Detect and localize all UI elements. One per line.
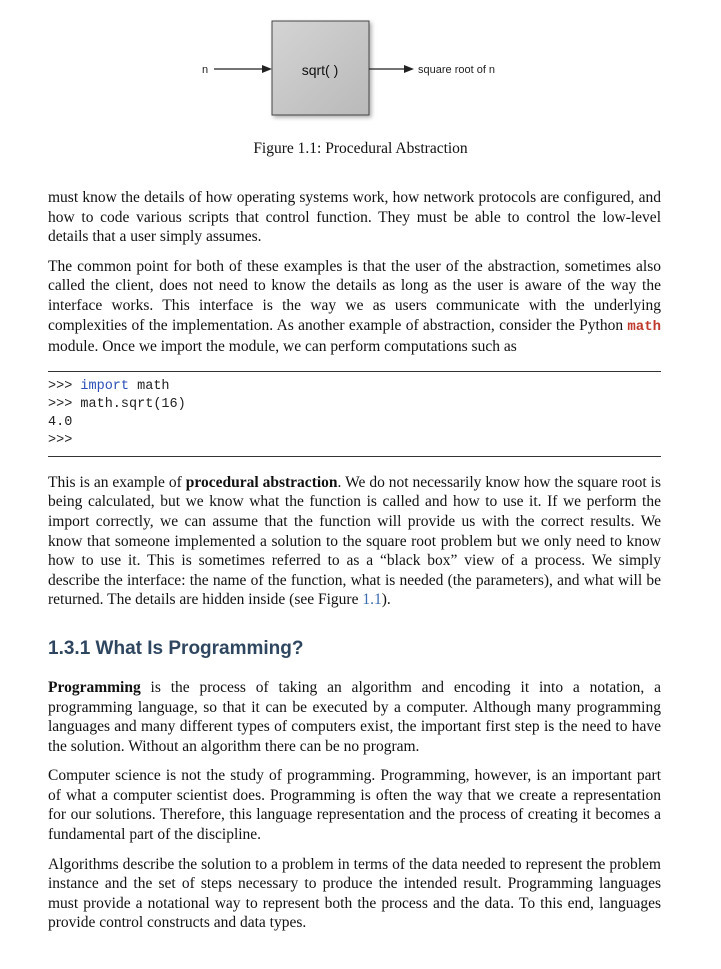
paragraph-3 xyxy=(48,473,661,610)
code-line-1-rest: math xyxy=(129,378,170,394)
figure-caption: Figure 1.1: Procedural Abstraction xyxy=(253,140,468,157)
figure-reference-link[interactable]: 1.1 xyxy=(362,591,382,609)
section-heading: 1.3.1 What Is Programming? xyxy=(48,637,304,659)
code-line-4: >>> xyxy=(48,432,73,448)
input-arrowhead xyxy=(262,65,272,73)
paragraph-4-text: is the process of taking an algorithm and encoding it into a notation, a programming language, so that it can be executed by a computer. Although many programming languages and many different types of computers exist, the important first step is the need to have the solution. Without an algorithm there can be no program. xyxy=(48,678,661,755)
paragraph-6: Algorithms describe the solution to a problem in terms of the data needed to represent the problem instance and the set of steps necessary to produce the intended result. Programming languages must provide a notational way to represent both the process and the data. To this end, languages provide control constructs and data types. xyxy=(48,855,661,932)
procedural-abstraction-term: procedural abstraction xyxy=(185,473,338,491)
paragraph-2-text: The common point for both of these examples is that the user of the abstraction, sometimes also called the client, does not need to know the details as long as the user is aware of the way the interface works. This interface is the way we as users communicate with the underlying complexities of the implementation. As another example of abstraction, consider the Python xyxy=(48,257,661,334)
programming-term: Programming xyxy=(48,678,141,696)
code-prompt: >>> xyxy=(48,378,81,394)
paragraph-5: Computer science is not the study of programming. Programming, however, is an important part of what a computer scientist does. Programming is often the way that we create a representation for our solutions. Therefore, this language representation and the process of creating it becomes a fundamental part of the discipline. xyxy=(48,767,661,844)
math-module-code: math xyxy=(627,318,661,335)
code-line-3: 4.0 xyxy=(48,414,73,430)
output-arrowhead xyxy=(404,65,414,73)
black-box-diagram xyxy=(0,0,721,135)
paragraph-2 xyxy=(48,257,661,357)
function-box-label: sqrt( ) xyxy=(301,62,339,78)
paragraph-2-text-end: module. Once we import the module, we can perform computations such as xyxy=(48,338,517,356)
page-content xyxy=(48,188,661,943)
code-block xyxy=(48,371,661,457)
code-line-2: >>> math.sqrt(16) xyxy=(48,396,186,412)
paragraph-4 xyxy=(48,678,661,756)
output-label: square root of n xyxy=(418,64,496,76)
paragraph-1: must know the details of how operating systems work, how network protocols are configured, and how to code various scripts that control function. They must be able to control the low-level details that a user simply assumes. xyxy=(48,189,661,246)
code-keyword-import: import xyxy=(80,378,130,394)
paragraph-3-text-mid: . We do not necessarily know how the square root is being calculated, but we know what the function is called and how to use it. If we perform the import correctly, we can assume that the function will provide us with the correct results. We know that someone implemented a solution to the square root problem but we only need to know how to use it. This is sometimes referred to as a “black box” view of a process. We simply describe the interface: the name of the function, what is needed (the parameters), and what will be returned. The details are hidden inside (see Figure xyxy=(48,473,661,609)
procedural-abstraction-figure xyxy=(0,0,721,170)
paragraph-3-text: This is an example of xyxy=(48,473,186,491)
input-label: n xyxy=(202,64,209,76)
code-line-1 xyxy=(48,378,661,396)
paragraph-3-text-end: ). xyxy=(381,591,391,609)
